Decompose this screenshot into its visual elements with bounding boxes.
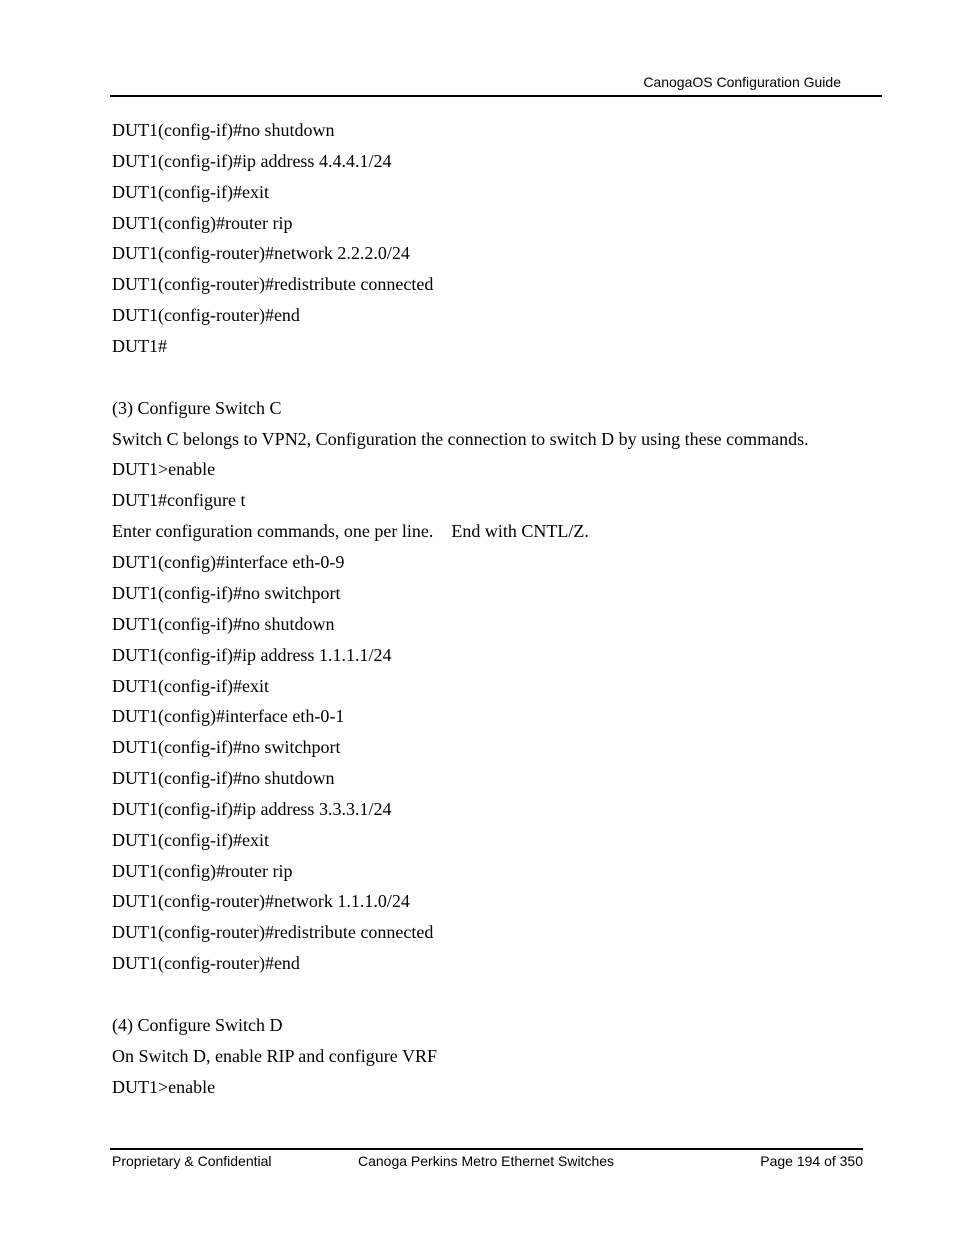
footer-page-number: Page 194 of 350 [760, 1153, 863, 1169]
body-line: DUT1(config-if)#no shutdown [112, 614, 335, 634]
body-line: DUT1(config-if)#ip address 4.4.4.1/24 [112, 151, 392, 171]
section-heading: (4) Configure Switch D [112, 1015, 283, 1035]
body-line: Enter configuration commands, one per line. End with CNTL/Z. [112, 521, 589, 541]
body-line: Switch C belongs to VPN2, Configuration the connection to switch D by using these commands. [112, 429, 809, 449]
body-line: DUT1(config-if)#no shutdown [112, 120, 335, 140]
body-line: On Switch D, enable RIP and configure VRF [112, 1046, 437, 1066]
body-line: DUT1(config-router)#network 2.2.2.0/24 [112, 243, 410, 263]
body-line: DUT1(config-if)#ip address 1.1.1.1/24 [112, 645, 392, 665]
body-line: DUT1(config)#interface eth-0-1 [112, 706, 345, 726]
body-line: DUT1(config)#router rip [112, 861, 293, 881]
body-line: DUT1>enable [112, 1077, 216, 1097]
body-line: DUT1(config-if)#exit [112, 830, 269, 850]
body-line: DUT1(config-router)#end [112, 305, 300, 325]
body-line: DUT1(config)#router rip [112, 213, 293, 233]
footer-confidential: Proprietary & Confidential [112, 1153, 272, 1169]
body-line: DUT1# [112, 336, 167, 356]
body-line: DUT1(config-router)#network 1.1.1.0/24 [112, 891, 410, 911]
body-line: DUT1(config-if)#ip address 3.3.3.1/24 [112, 799, 392, 819]
footer-divider [110, 1148, 863, 1150]
footer-product: Canoga Perkins Metro Ethernet Switches [358, 1153, 615, 1169]
body-line: DUT1>enable [112, 459, 216, 479]
section-heading: (3) Configure Switch C [112, 398, 282, 418]
header-divider [110, 95, 882, 97]
page-header-title: CanogaOS Configuration Guide [643, 74, 841, 90]
body-line: DUT1(config)#interface eth-0-9 [112, 552, 345, 572]
body-line: DUT1(config-if)#exit [112, 182, 269, 202]
body-line: DUT1#configure t [112, 490, 246, 510]
body-line: DUT1(config-router)#end [112, 953, 300, 973]
body-line: DUT1(config-if)#no shutdown [112, 768, 335, 788]
body-line: DUT1(config-router)#redistribute connected [112, 922, 434, 942]
body-line: DUT1(config-if)#no switchport [112, 583, 341, 603]
body-line: DUT1(config-router)#redistribute connected [112, 274, 434, 294]
body-line: DUT1(config-if)#no switchport [112, 737, 341, 757]
body-line: DUT1(config-if)#exit [112, 676, 269, 696]
